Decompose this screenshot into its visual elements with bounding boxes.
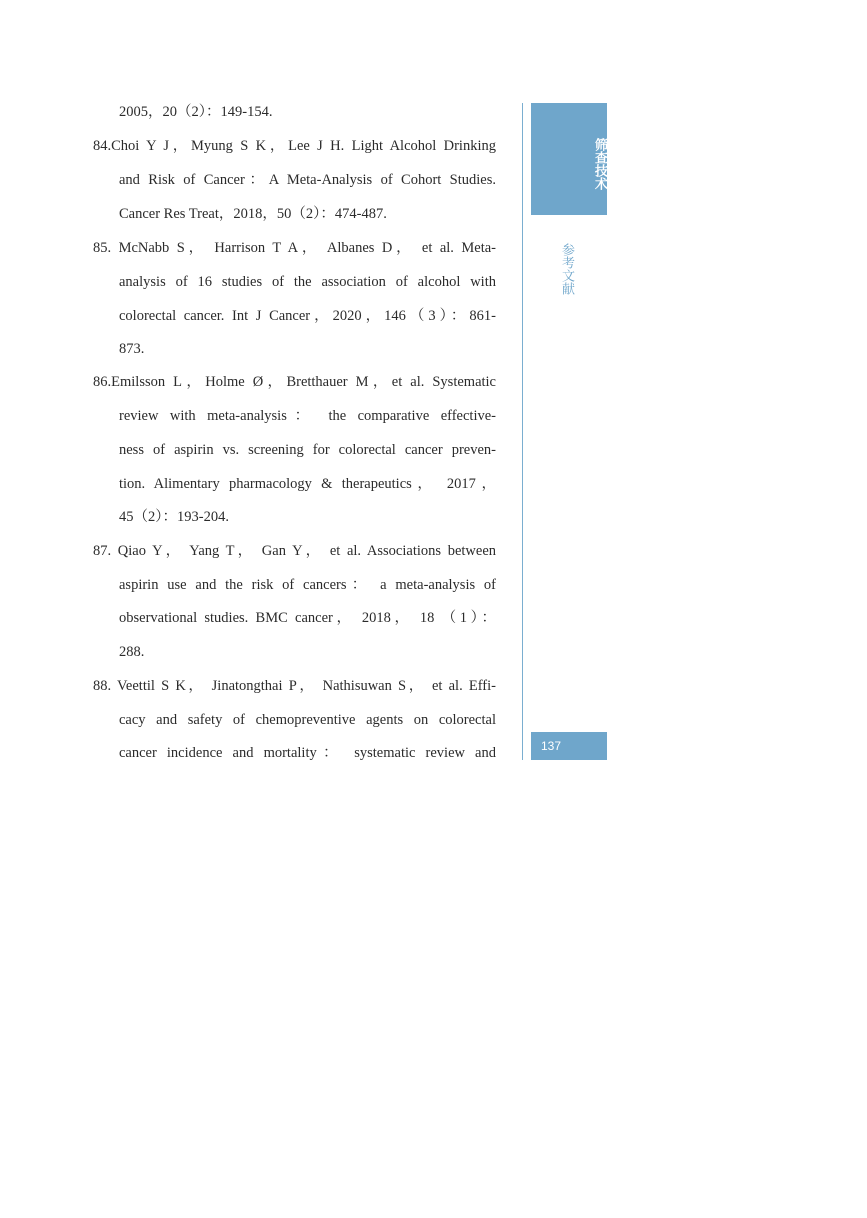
reference-line: cacy and safety of chemopreventive agents on colorectal <box>119 712 496 728</box>
page-number-badge <box>531 732 607 760</box>
reference-line: 86.Emilsson L，Holme Ø，Bretthauer M，et al. Systematic <box>93 374 496 390</box>
reference-line: 873. <box>119 341 145 357</box>
reference-line: observational studies. BMC cancer， 2018， 18 （1）： <box>119 610 496 626</box>
reference-line: review with meta-analysis： the comparative effective- <box>119 408 496 424</box>
reference-line: 84.Choi Y J，Myung S K，Lee J H. Light Alcohol Drinking <box>93 138 496 154</box>
reference-line: 87. Qiao Y， Yang T， Gan Y， et al. Associations between <box>93 543 496 559</box>
reference-line: cancer incidence and mortality： systematic review and <box>119 745 496 761</box>
reference-line: 2005，20（2）：149-154. <box>119 104 273 120</box>
reference-line: 88. Veettil S K， Jinatongthai P， Nathisuwan S， et al. Effi- <box>93 678 496 694</box>
section-tab-label: 筛查技术 <box>592 138 607 190</box>
reference-line: aspirin use and the risk of cancers： a meta-analysis of <box>119 577 496 593</box>
page-number: 137 <box>541 739 562 753</box>
reference-line: 288. <box>119 644 145 660</box>
reference-line: analysis of 16 studies of the association of alcohol with <box>119 274 496 290</box>
reference-line: and Risk of Cancer：A Meta-Analysis of Cohort Studies. <box>119 172 496 188</box>
section-tab <box>531 103 607 215</box>
reference-line: ness of aspirin vs. screening for colorectal cancer preven- <box>119 442 496 458</box>
reference-line: colorectal cancer. Int J Cancer，2020，146（3）：861- <box>119 308 496 324</box>
margin-divider <box>522 103 523 760</box>
reference-line: Cancer Res Treat，2018，50（2）：474-487. <box>119 206 387 222</box>
reference-line: 45（2）：193-204. <box>119 509 229 525</box>
reference-line: tion. Alimentary pharmacology & therapeutics， 2017， <box>119 476 496 492</box>
reference-line: 85. McNabb S， Harrison T A， Albanes D， et al. Meta- <box>93 240 496 256</box>
chapter-label: 参考文献 <box>559 243 574 295</box>
